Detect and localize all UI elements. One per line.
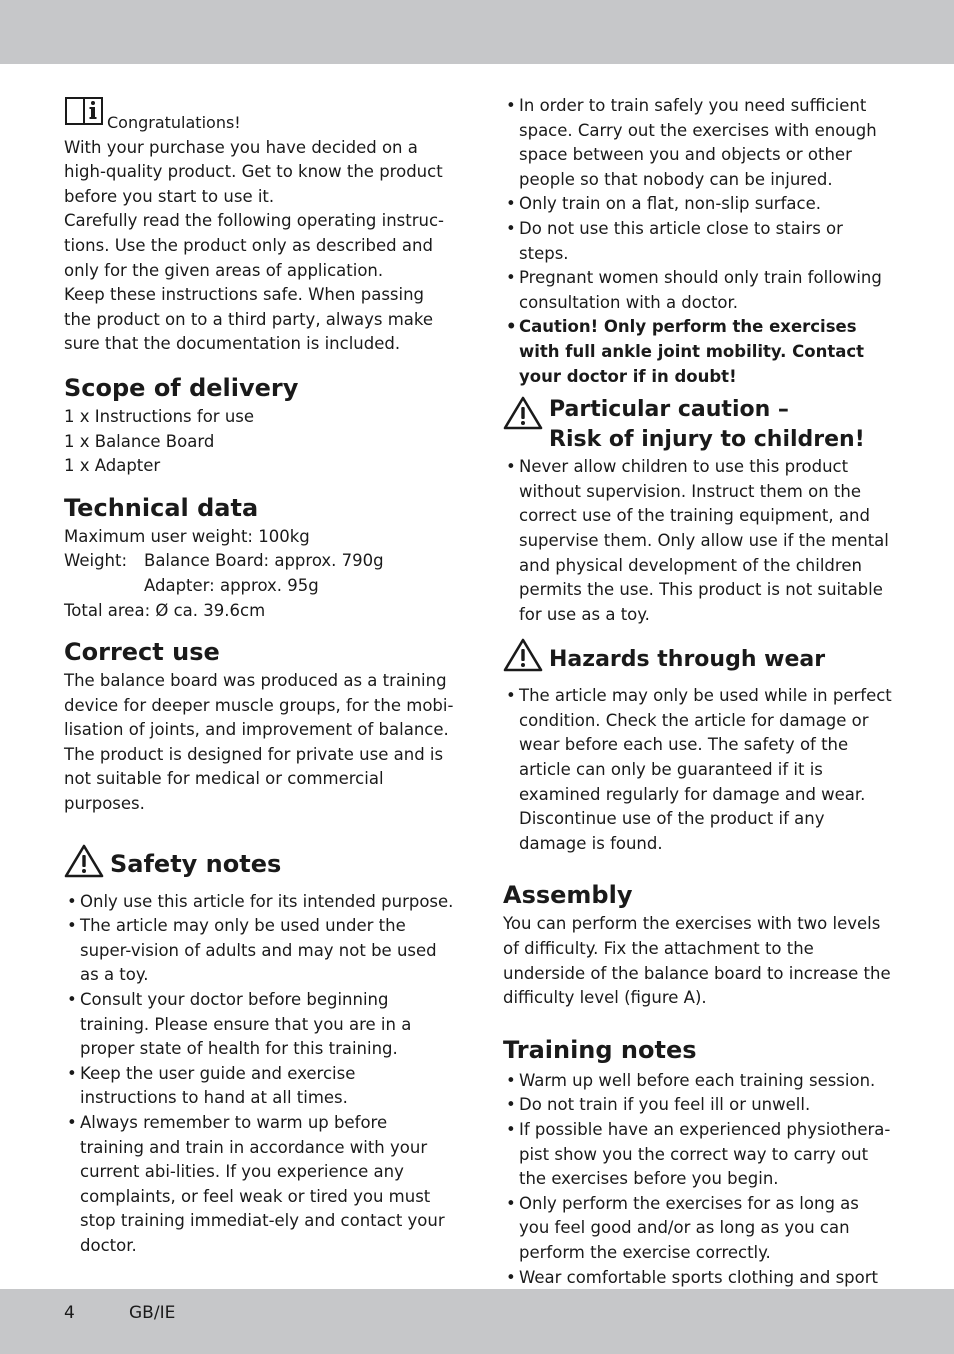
right-column (503, 94, 893, 1315)
warning-triangle-icon (503, 637, 543, 682)
intro-section (64, 94, 454, 357)
intro-paragraph-3: Keep these instructions safe. When passing the product on to a third party, always make sure that the documentation is included. (64, 285, 434, 354)
page-language: GB/IE (129, 1303, 176, 1323)
safety-list (64, 890, 454, 1259)
caution-item: • Caution! Only perform the exercises with full ankle joint mobility. Contact your doctor if in doubt! (503, 315, 893, 389)
tech-max-weight: Maximum user weight: 100kg (64, 526, 310, 546)
list-item: • Only perform the exercises for as long as you feel good and/or as long as you can perform the exercise correctly. (503, 1192, 893, 1266)
wear-list (503, 684, 893, 856)
assembly-text: You can perform the exercises with two levels of difficulty. Fix the attachment to the underside of the balance board to increase the difficulty level (figure A). (503, 914, 891, 1008)
intro-congratulations: Congratulations! (107, 113, 241, 132)
book-info-icon (64, 94, 104, 136)
correct-use-section (64, 637, 454, 817)
list-item: • Consult your doctor before beginning training. Please ensure that you are in a proper state of health for this training. (64, 988, 454, 1062)
correct-use-text: The balance board was produced as a training device for deeper muscle groups, for the mobi-lisation of joints, and improvement of balance. The product is designed for private use and is not suitable for medical or commercial purposes. (64, 671, 454, 814)
correct-use-title: Correct use (64, 638, 220, 667)
safety-title (64, 843, 454, 886)
list-item: • Pregnant women should only train following consultation with a doctor. (503, 266, 893, 315)
assembly-section (503, 880, 893, 1010)
children-title-line1: Particular caution – (549, 397, 789, 423)
intro-paragraph-2: Carefully read the following operating instruc-tions. Use the product only as described and only for the given areas of application. (64, 211, 445, 280)
list-item: • Do not train if you feel ill or unwell. (503, 1093, 893, 1118)
list-item: • Never allow children to use this product without supervision. Instruct them on the correct use of the training equipment, and supervise them. Only allow use if the mental and physical development of the children permits the use. This product is not suitable for use as a toy. (503, 455, 893, 627)
assembly-title: Assembly (503, 881, 633, 910)
left-column (64, 94, 454, 1259)
list-item: • Only train on a flat, non-slip surface. (503, 192, 893, 217)
tech-total-area: Total area: Ø ca. 39.6cm (64, 600, 266, 620)
tech-weight-adapter: Adapter: approx. 95g (144, 575, 319, 595)
tech-weight-row (64, 549, 454, 574)
children-title-line2: Risk of injury to children! (549, 427, 865, 453)
list-item: • Do not use this article close to stairs or steps. (503, 217, 893, 266)
technical-title: Technical data (64, 493, 259, 522)
children-list (503, 455, 893, 627)
list-item: • In order to train safely you need sufficient space. Carry out the exercises with enough space between you and objects or other people so that nobody can be injured. (503, 94, 893, 192)
list-item: • Always remember to warm up before training and train in accordance with your current abi-lities. If you experience any complaints, or feel weak or tired you must stop training immediat-ely and contact your doctor. (64, 1111, 454, 1259)
safety-list-continued (503, 94, 893, 389)
technical-section (64, 493, 454, 623)
scope-title: Scope of delivery (64, 373, 299, 402)
list-item: • The article may only be used under the super-vision of adults and may not be used as a toy. (64, 914, 454, 988)
list-item: • Wear comfortable sports clothing and sport (503, 1266, 893, 1315)
list-item: • Only use this article for its intended purpose. (64, 890, 454, 915)
warning-triangle-icon (503, 395, 543, 435)
training-section (503, 1035, 893, 1315)
list-item: • If possible have an experienced physiothera-pist show you the correct way to carry out the exercises before you begin. (503, 1118, 893, 1192)
tech-adapter-row (64, 574, 454, 599)
wear-title-text: Hazards through wear (549, 646, 826, 672)
page-number: 4 (64, 1303, 75, 1323)
tech-weight-board: Balance Board: approx. 790g (144, 551, 384, 571)
training-list (503, 1069, 893, 1315)
safety-title-text: Safety notes (110, 850, 282, 879)
list-item: • Warm up well before each training session. (503, 1069, 893, 1094)
header-bar (0, 0, 954, 64)
list-item: • The article may only be used while in perfect condition. Check the article for damage or wear before each use. The safety of the article can only be guaranteed if it is examined regularly for damage and wear. Discontinue use of the product if any damage is found. (503, 684, 893, 856)
scope-section (64, 373, 454, 479)
tech-weight-label: Weight: (64, 551, 128, 571)
scope-item: 1 x Balance Board (64, 431, 215, 451)
wear-title (503, 637, 893, 682)
list-item: • Keep the user guide and exercise instructions to hand at all times. (64, 1062, 454, 1111)
safety-section (64, 843, 454, 1259)
warning-triangle-icon (64, 843, 104, 886)
training-title: Training notes (503, 1035, 697, 1064)
scope-item: 1 x Instructions for use (64, 406, 255, 426)
intro-paragraph-1: With your purchase you have decided on a high-quality product. Get to know the product before you start to use it. (64, 137, 443, 206)
wear-section (503, 637, 893, 856)
scope-item: 1 x Adapter (64, 456, 161, 476)
children-section-title (503, 395, 893, 455)
